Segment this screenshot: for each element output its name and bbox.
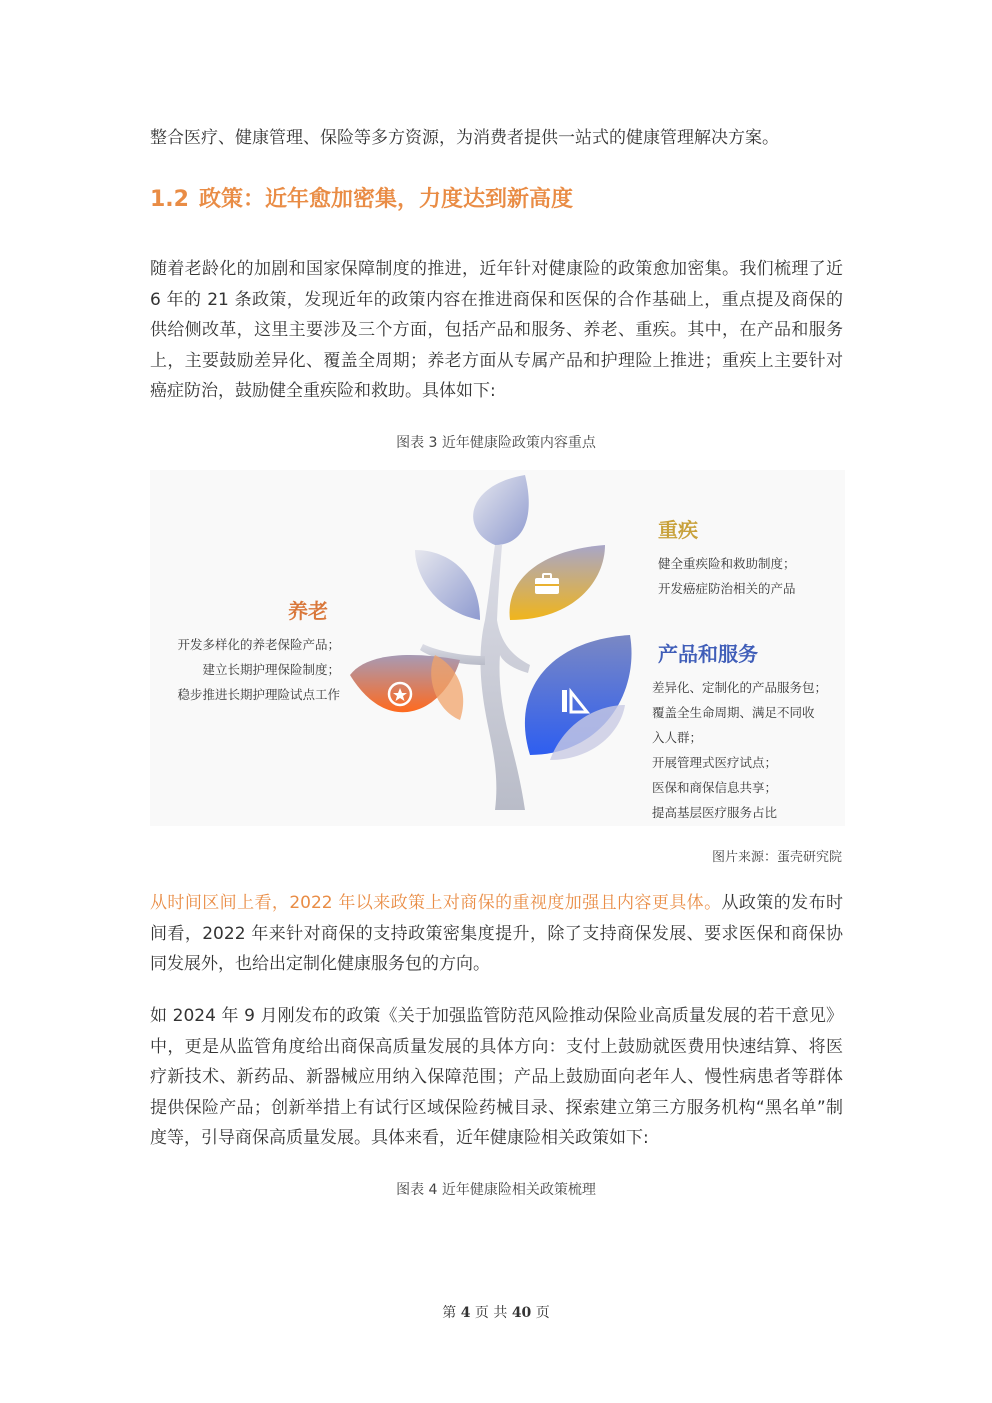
zhongji-item: 健全重疾险和救助制度；: [658, 556, 796, 571]
page-footer: [0, 1302, 992, 1322]
chanpin-item: 入人群；: [652, 730, 703, 745]
yanglao-item: 建立长期护理保险制度；: [202, 662, 340, 677]
chanpin-item: 医保和商保信息共享；: [652, 780, 778, 795]
paragraph-time-range: [150, 888, 843, 980]
chanpin-title: 产品和服务: [658, 642, 758, 666]
footer-mid: 页 共: [474, 1305, 508, 1321]
highlight-sentence: 从时间区间上看，2022 年以来政策上对商保的重视度加强且内容更具体。: [150, 893, 722, 913]
zhongji-item: 开发癌症防治相关的产品: [658, 581, 796, 596]
leaf-upper-left: [415, 550, 480, 620]
section-heading: [150, 180, 573, 220]
footer-suffix: 页: [535, 1305, 550, 1321]
paragraph-2024-policy: 如 2024 年 9 月刚发布的政策《关于加强监管防范风险推动保险业高质量发展的若干意见》中，更是从监管角度给出商保高质量发展的具体方向：支付上鼓励就医费用快速结算、将医疗新技术、新药品、新器械应用纳入保障范围；产品上鼓励面向老年人、慢性病患者等群体提供保险产品；创新举措上有试行区域保险药械目录、探索建立第三方服务机构“黑名单”制度等，引导商保高质量发展。具体来看，近年健康险相关政策如下:: [150, 1006, 843, 1148]
zhongji-title: 重疾: [658, 518, 698, 542]
chanpin-list: [652, 675, 827, 825]
section-title: 政策：近年愈加密集，力度达到新高度: [198, 187, 573, 212]
current-page-number: 4: [460, 1305, 471, 1321]
paragraph-policy-overview: 随着老龄化的加剧和国家保障制度的推进，近年针对健康险的政策愈加密集。我们梳理了近 6 年的 21 条政策，发现近年的政策内容在推进商保和医保的合作基础上，重点提及商保的供给侧改革，这里主要涉及三个方面，包括产品和服务、养老、重疾。其中，在产品和服务上，主要鼓励差异化、覆盖全周期；养老方面从专属产品和护理险上推进；重疾上主要针对癌症防治，鼓励健全重疾险和救助。具体如下:: [150, 259, 843, 401]
chanpin-item: 覆盖全生命周期、满足不同收: [652, 705, 815, 720]
policy-tree-figure: [150, 470, 845, 826]
footer-prefix: 第: [442, 1305, 457, 1321]
section-number: 1.2: [150, 187, 189, 212]
yanglao-item: 稳步推进长期护理险试点工作: [177, 687, 340, 702]
chanpin-item: 开展管理式医疗试点；: [652, 755, 778, 770]
total-page-number: 40: [511, 1305, 532, 1321]
figure-3-caption: 图表 3 近年健康险政策内容重点: [396, 435, 596, 451]
yanglao-list: [156, 632, 340, 707]
chanpin-item: 提高基层医疗服务占比: [652, 805, 778, 820]
figure-3-source: 图片来源：蛋壳研究院: [711, 850, 842, 865]
yanglao-item: 开发多样化的养老保险产品；: [177, 637, 340, 652]
yanglao-title: 养老: [288, 599, 328, 623]
zhongji-list: [658, 551, 796, 601]
leaf-top: [473, 475, 529, 545]
intro-paragraph-tail: 整合医疗、健康管理、保险等多方资源，为消费者提供一站式的健康管理解决方案。: [150, 128, 779, 148]
chanpin-item: 差异化、定制化的产品服务包；: [652, 680, 828, 695]
figure-4-caption: 图表 4 近年健康险相关政策梳理: [396, 1182, 596, 1198]
paragraph-time-range-rest: 从政策的发布时间看，2022 年来针对商保的支持政策密集度提升，除了支持商保发展、要求医保和商保协同发展外，也给出定制化健康服务包的方向。: [150, 893, 844, 974]
